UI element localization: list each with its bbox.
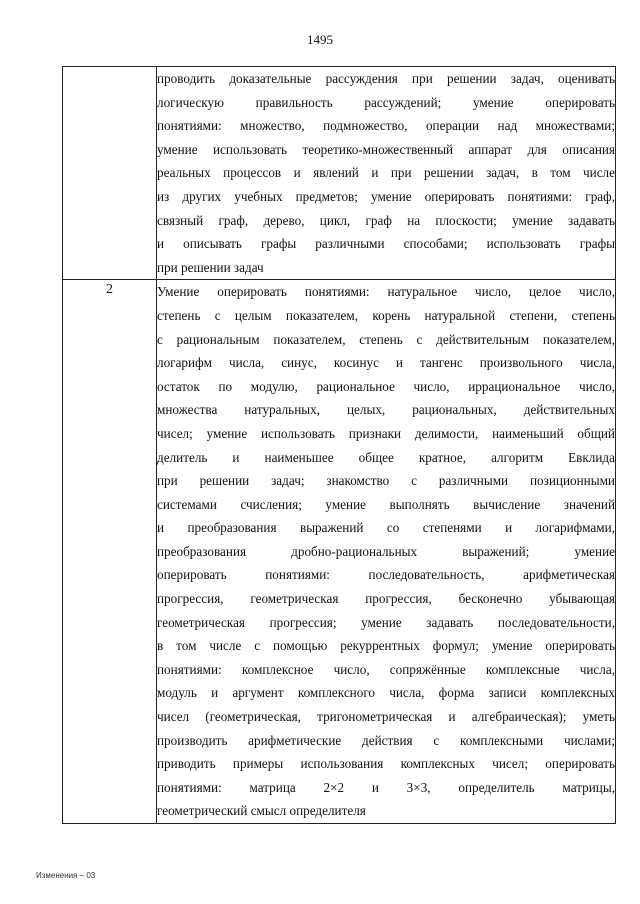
text-line: геометрическая прогрессия; умение задавать последовательности, (157, 614, 615, 630)
text-line: умение использовать теоретико-множественный аппарат для описания (157, 141, 615, 157)
text-line: чисел; умение использовать признаки делимости, наименьший общий (157, 425, 615, 441)
text-line: системами счисления; умение выполнять вычисление значений (157, 496, 615, 512)
text-line: производить арифметические действия с комплексными числами; (157, 732, 615, 748)
text-line: проводить доказательные рассуждения при решении задач, оценивать (157, 71, 615, 86)
text-line: приводить примеры использования комплексных чисел; оперировать (157, 756, 615, 772)
text-line: геометрический смысл определителя (157, 803, 366, 819)
text-line: прогрессия, геометрическая прогрессия, бесконечно убывающая (157, 591, 615, 607)
text-line: при решении задач (157, 259, 264, 275)
text-line: и преобразования выражений со степенями и логарифмами, (157, 520, 615, 536)
row-number-cell (63, 67, 157, 280)
row-number (63, 67, 156, 69)
text-line: в том числе с помощью рекуррентных формул; умение оперировать (157, 638, 615, 654)
text-line: реальных процессов и явлений и при решении задач, в том числе (157, 165, 615, 181)
text-line: логическую правильность рассуждений; умение оперировать (157, 94, 615, 110)
footer-note: Изменения – 03 (36, 871, 96, 880)
text-line: чисел (геометрическая, тригонометрическая и алгебраическая); уметь (157, 709, 615, 725)
text-line: оперировать понятиями: последовательность, арифметическая (157, 567, 615, 583)
text-line: понятиями: множество, подмножество, операции над множествами; (157, 118, 615, 134)
text-line: преобразования дробно-рациональных выражений; умение (157, 543, 615, 559)
row-number-cell (63, 280, 157, 824)
text-line: модуль и аргумент комплексного числа, форма записи комплексных (157, 685, 615, 701)
row-text-cell (157, 280, 616, 824)
text-line: степень с целым показателем, корень натуральной степени, степень (157, 307, 615, 323)
text-line: понятиями: матрица 2×2 и 3×3, определитель матрицы, (157, 779, 615, 795)
text-line: с рациональным показателем, степень с действительным показателем, (157, 331, 615, 347)
table-row (63, 280, 616, 824)
content-table (62, 66, 616, 824)
text-line: из других учебных предметов; умение оперировать понятиями: граф, (157, 188, 615, 204)
text-line: логарифм числа, синус, косинус и тангенс произвольного числа, (157, 355, 615, 371)
text-line: связный граф, дерево, цикл, граф на плоскости; умение задавать (157, 212, 615, 228)
page-number: 1495 (307, 32, 333, 47)
row-number: 2 (106, 282, 113, 298)
table-body (63, 67, 616, 824)
text-line: при решении задач; знакомство с различными позиционными (157, 473, 615, 489)
text-line: Умение оперировать понятиями: натуральное число, целое число, (157, 284, 615, 300)
text-line: множества натуральных, целых, рациональных, действительных (157, 402, 615, 418)
text-line: делитель и наименьшее общее кратное, алгоритм Евклида (157, 449, 615, 465)
text-line: остаток по модулю, рациональное число, иррациональное число, (157, 378, 615, 394)
row-text-cell (157, 67, 616, 280)
text-line: понятиями: комплексное число, сопряжённые комплексные числа, (157, 661, 615, 677)
table-row (63, 67, 616, 280)
text-line: и описывать графы различными способами; использовать графы (157, 236, 615, 252)
